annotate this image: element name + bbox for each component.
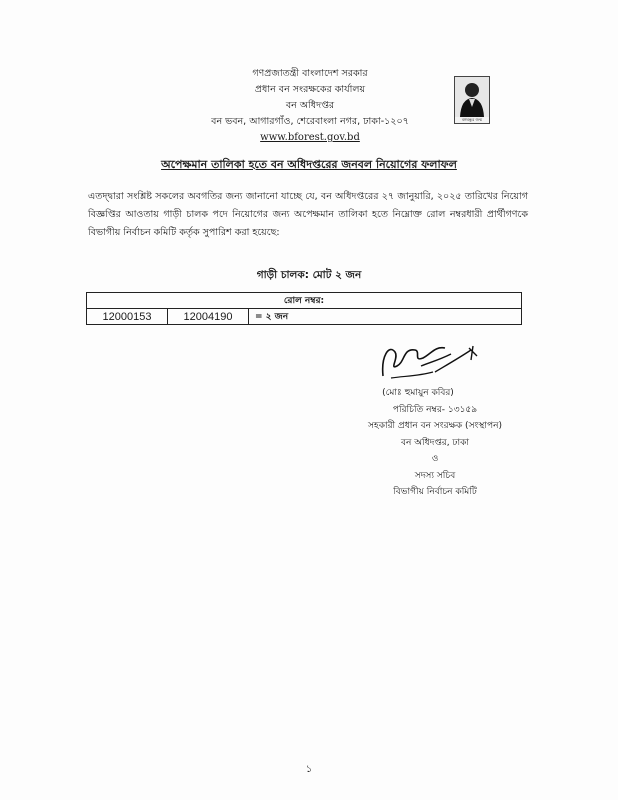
- portrait-emblem: [454, 76, 490, 124]
- website-link[interactable]: www.bforest.gov.bd: [260, 132, 360, 143]
- post-heading: গাড়ী চালক: মোট ২ জন: [256, 269, 362, 281]
- roll-total: = ২ জন: [249, 309, 522, 325]
- table-row: [87, 309, 522, 325]
- table-header-row: [87, 293, 522, 309]
- letterhead: [200, 66, 420, 146]
- office-address: বন ভবন, আগারগাঁও, শেরেবাংলা নগর, ঢাকা-১২০৭: [211, 116, 409, 127]
- page-number: ১: [305, 764, 313, 775]
- roll-number-2: 12004190: [168, 309, 249, 325]
- department-name: বন অধিদপ্তর: [285, 100, 335, 111]
- roll-caption: রোল নম্বর:: [87, 293, 522, 309]
- emblem-caption: বঙ্গবন্ধুর জন্ম: [461, 117, 483, 122]
- signatory-role: সদস্য সচিব: [414, 470, 456, 481]
- signatory-office: বন অধিদপ্তর, ঢাকা: [400, 437, 470, 448]
- signatory-committee: বিভাগীয় নির্বাচন কমিটি: [393, 487, 477, 497]
- notice-title: অপেক্ষমান তালিকা হতে বন অধিদপ্তরের জনবল নিয়োগের ফলাফল: [161, 158, 457, 171]
- signatory-block: [330, 385, 540, 501]
- portrait-icon: [455, 77, 489, 117]
- signatory-conjunction: ও: [431, 454, 439, 464]
- signatory-id: পরিচিতি নম্বর- ১৩১৫৯: [392, 404, 478, 415]
- roll-number-1: 12000153: [87, 309, 168, 325]
- notice-body: এতদ্দ্বারা সংশ্লিষ্ট সকলের অবগতির জন্য জানানো যাচ্ছে যে, বন অধিদপ্তরের ২৭ জানুয়ারি, ২০২৫ তারিখের নিয়োগ বিজ্ঞপ্তির আওতায় গাড়ী চালক পদে নিয়োগের জন্য অপেক্ষমান তালিকা হতে নিম্নোক্ত রোল নম্বরধারী প্রার্থীগণকে বিভাগীয় নির্বাচন কমিটি কর্তৃক সুপারিশ করা হয়েছে:: [88, 191, 528, 238]
- office-name: প্রধান বন সংরক্ষকের কার্যালয়: [254, 84, 366, 95]
- roll-number-table: [86, 292, 522, 325]
- signatory-name: (মোঃ হুমায়ুন কবির): [382, 388, 454, 398]
- signatory-designation: সহকারী প্রধান বন সংরক্ষক (সংস্থাপন): [368, 421, 502, 431]
- govt-name: গণপ্রজাতন্ত্রী বাংলাদেশ সরকার: [252, 68, 368, 79]
